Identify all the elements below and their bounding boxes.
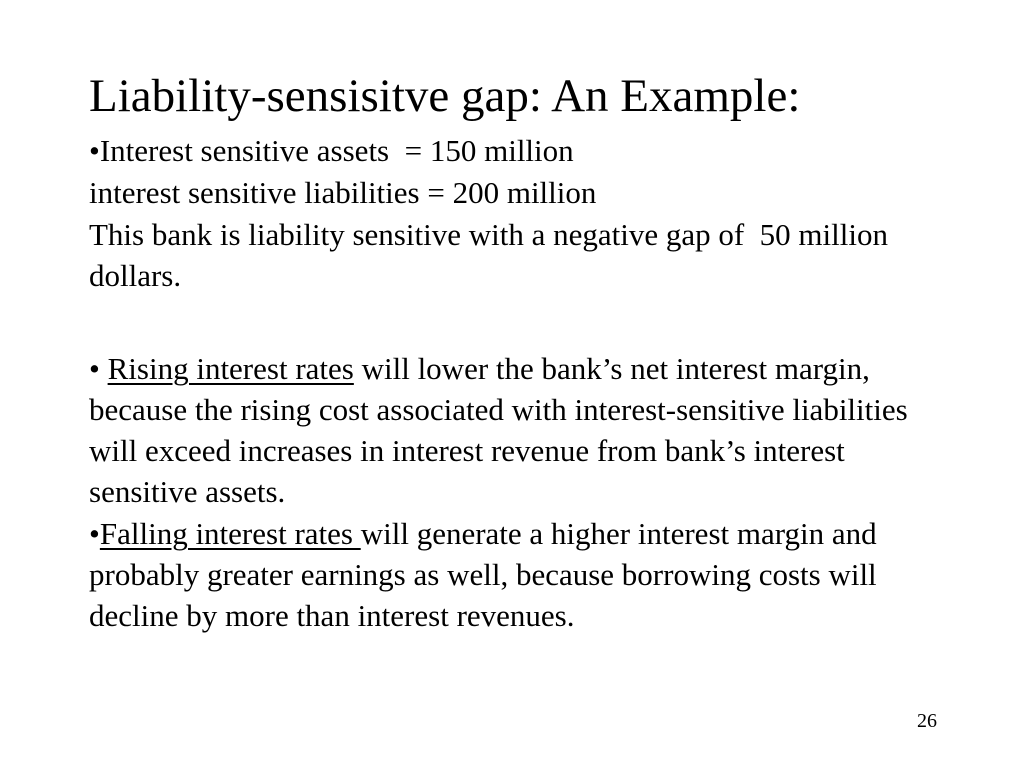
paragraph-negative-gap: This bank is liability sensitive with a negative gap of 50 million dollars. [89, 217, 896, 293]
bullet-marker: • [89, 351, 108, 386]
falling-rates-text: will generate a higher interest margin and probably greater earnings as well, because borrowing costs will decline by more than interest revenues. [89, 516, 885, 633]
slide-title: Liability-sensisitve gap: An Example: [89, 70, 801, 122]
slide-body [89, 130, 939, 636]
bullet-falling-rates [89, 513, 939, 636]
page-number: 26 [917, 710, 937, 732]
underlined-rising-interest-rates: Rising interest rates [107, 351, 354, 386]
line-liabilities: interest sensitive liabilities = 200 million [89, 175, 597, 210]
underlined-falling-interest-rates: Falling interest rates [99, 516, 361, 551]
bullet-rising-rates [89, 348, 939, 512]
bullet-marker: • [89, 516, 100, 551]
bullet-assets: •Interest sensitive assets = 150 million [89, 133, 574, 168]
rising-rates-text: will lower the bank’s net interest margin, because the rising cost associated with interest-sensitive liabilities will exceed increases in interest revenue from bank’s interest sensitive assets. [89, 351, 916, 509]
